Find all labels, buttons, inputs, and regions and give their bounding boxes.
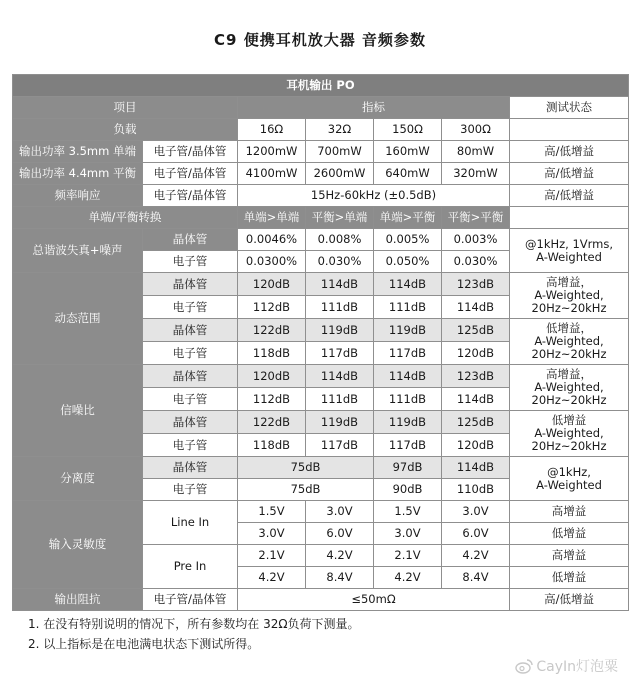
footnote: 2. 以上指标是在电池满电状态下测试所得。 [28,637,260,651]
value-cell: 1.5V [238,501,306,523]
thd-row [13,229,629,251]
test-cell: @1kHz, 1Vrms, A-Weighted [510,229,629,273]
value-cell: 117dB [306,434,374,457]
value-cell: 0.050% [374,251,442,273]
conv-cell: 平衡>平衡 [442,207,510,229]
value-cell: 119dB [306,319,374,342]
value-cell: 1.5V [374,501,442,523]
value-cell: 120dB [442,434,510,457]
value-cell: 114dB [306,365,374,388]
row-label: 输出功率 3.5mm 单端 [13,141,143,163]
test-cell: 高增益 [510,501,629,523]
tube-type: 电子管/晶体管 [143,163,238,185]
test-cell: 高增益 [510,545,629,567]
value-cell: 117dB [374,434,442,457]
test-cell: 高增益， A-Weighted, 20Hz~20kHz [510,273,629,319]
row-label: 分离度 [13,457,143,501]
tube-type: 电子管/晶体管 [143,141,238,163]
row-label: 频率响应 [13,185,143,207]
value-cell: 120dB [238,365,306,388]
value-cell: 15Hz-60kHz (±0.5dB) [238,185,510,207]
power44-row [13,163,629,185]
load-cell: 32Ω [306,119,374,141]
value-cell: 3.0V [442,501,510,523]
row-label: 输出阻抗 [13,589,143,611]
value-cell: 4.2V [374,567,442,589]
value-cell: 111dB [306,388,374,411]
spec-table [12,74,629,611]
weibo-icon [515,658,533,674]
value-cell: 117dB [306,342,374,365]
value-cell: 0.030% [306,251,374,273]
value-cell: 114dB [374,273,442,296]
value-cell: 122dB [238,319,306,342]
load-row [13,119,629,141]
row-label: 输入灵敏度 [13,501,143,589]
value-cell: 0.005% [374,229,442,251]
value-cell: 122dB [238,411,306,434]
value-cell: 2.1V [374,545,442,567]
tube-type: 电子管 [143,388,238,411]
test-cell: 高增益， A-Weighted, 20Hz~20kHz [510,365,629,411]
watermark-text: CayIn灯泡粟 [536,659,618,675]
value-cell: 119dB [374,319,442,342]
value-cell: 118dB [238,434,306,457]
test-cell: 低增益， A-Weighted, 20Hz~20kHz [510,319,629,365]
watermark [515,656,618,676]
value-cell: 700mW [306,141,374,163]
value-cell: 6.0V [306,523,374,545]
value-cell: 114dB [442,457,510,479]
tube-type: 晶体管 [143,319,238,342]
value-cell: 90dB [374,479,442,501]
value-cell: 114dB [306,273,374,296]
test-cell: 高/低增益 [510,589,629,611]
tube-type: 晶体管 [143,229,238,251]
value-cell: 114dB [442,388,510,411]
value-cell: 640mW [374,163,442,185]
tube-type: 电子管 [143,434,238,457]
row-label: 动态范围 [13,273,143,365]
value-cell: 8.4V [442,567,510,589]
value-cell: 6.0V [442,523,510,545]
freq-row [13,185,629,207]
header-spec: 指标 [238,97,510,119]
test-cell: 高/低增益 [510,141,629,163]
input-type: Line In [143,501,238,545]
value-cell: 123dB [442,273,510,296]
page-title: C9 便携耳机放大器 音频参数 [214,31,426,49]
value-cell: ≤50mΩ [238,589,510,611]
tube-type: 电子管 [143,479,238,501]
value-cell: 120dB [442,342,510,365]
value-cell: 2.1V [238,545,306,567]
value-cell: 0.003% [442,229,510,251]
test-cell: 低增益 [510,523,629,545]
value-cell: 3.0V [374,523,442,545]
conv-row [13,207,629,229]
header-test: 测试状态 [510,97,629,119]
value-cell: 8.4V [306,567,374,589]
header-item: 项目 [13,97,238,119]
value-cell: 320mW [442,163,510,185]
test-cell: 高/低增益 [510,185,629,207]
value-cell: 80mW [442,141,510,163]
value-cell: 160mW [374,141,442,163]
row-label: 总谐波失真+噪声 [13,229,143,273]
value-cell: 75dB [238,479,374,501]
value-cell: 112dB [238,296,306,319]
value-cell: 2600mW [306,163,374,185]
value-cell: 111dB [374,388,442,411]
value-cell: 97dB [374,457,442,479]
separation-row [13,457,629,479]
tube-type: 电子管/晶体管 [143,589,238,611]
value-cell: 110dB [442,479,510,501]
value-cell: 0.0046% [238,229,306,251]
load-cell: 16Ω [238,119,306,141]
tube-type: 电子管 [143,251,238,273]
test-cell: 低增益 [510,567,629,589]
conv-cell: 平衡>单端 [306,207,374,229]
value-cell: 4100mW [238,163,306,185]
load-cell: 150Ω [374,119,442,141]
tube-type: 电子管 [143,342,238,365]
value-cell: 123dB [442,365,510,388]
value-cell: 1200mW [238,141,306,163]
value-cell: 117dB [374,342,442,365]
tube-type: 晶体管 [143,273,238,296]
value-cell: 111dB [374,296,442,319]
value-cell: 3.0V [306,501,374,523]
value-cell: 111dB [306,296,374,319]
value-cell: 114dB [374,365,442,388]
value-cell: 119dB [374,411,442,434]
value-cell: 4.2V [238,567,306,589]
value-cell: 0.008% [306,229,374,251]
tube-type: 电子管 [143,296,238,319]
value-cell: 4.2V [306,545,374,567]
footnotes [28,614,360,654]
snr-row [13,365,629,388]
conv-cell: 单端>单端 [238,207,306,229]
value-cell: 118dB [238,342,306,365]
value-cell: 125dB [442,411,510,434]
power35-row [13,141,629,163]
value-cell: 114dB [442,296,510,319]
load-cell: 300Ω [442,119,510,141]
dynamic-row [13,273,629,296]
value-cell: 120dB [238,273,306,296]
test-cell: 高/低增益 [510,163,629,185]
value-cell: 119dB [306,411,374,434]
conv-label: 单端/平衡转换 [13,207,238,229]
row-label: 信噪比 [13,365,143,457]
tube-type: 电子管/晶体管 [143,185,238,207]
value-cell: 4.2V [442,545,510,567]
tube-type: 晶体管 [143,457,238,479]
value-cell: 3.0V [238,523,306,545]
row-label: 输出功率 4.4mm 平衡 [13,163,143,185]
sensitivity-row [13,501,629,523]
value-cell: 75dB [238,457,374,479]
tube-type: 晶体管 [143,365,238,388]
footnote: 1. 在没有特别说明的情况下，所有参数均在 32Ω负荷下测量。 [28,617,360,631]
load-label: 负载 [13,119,238,141]
conv-cell: 单端>平衡 [374,207,442,229]
value-cell: 0.0300% [238,251,306,273]
section-title: 耳机输出 PO [13,75,629,97]
test-cell: 低增益 A-Weighted, 20Hz~20kHz [510,411,629,457]
impedance-row [13,589,629,611]
value-cell: 125dB [442,319,510,342]
tube-type: 晶体管 [143,411,238,434]
value-cell: 0.030% [442,251,510,273]
test-cell: @1kHz, A-Weighted [510,457,629,501]
value-cell: 112dB [238,388,306,411]
input-type: Pre In [143,545,238,589]
